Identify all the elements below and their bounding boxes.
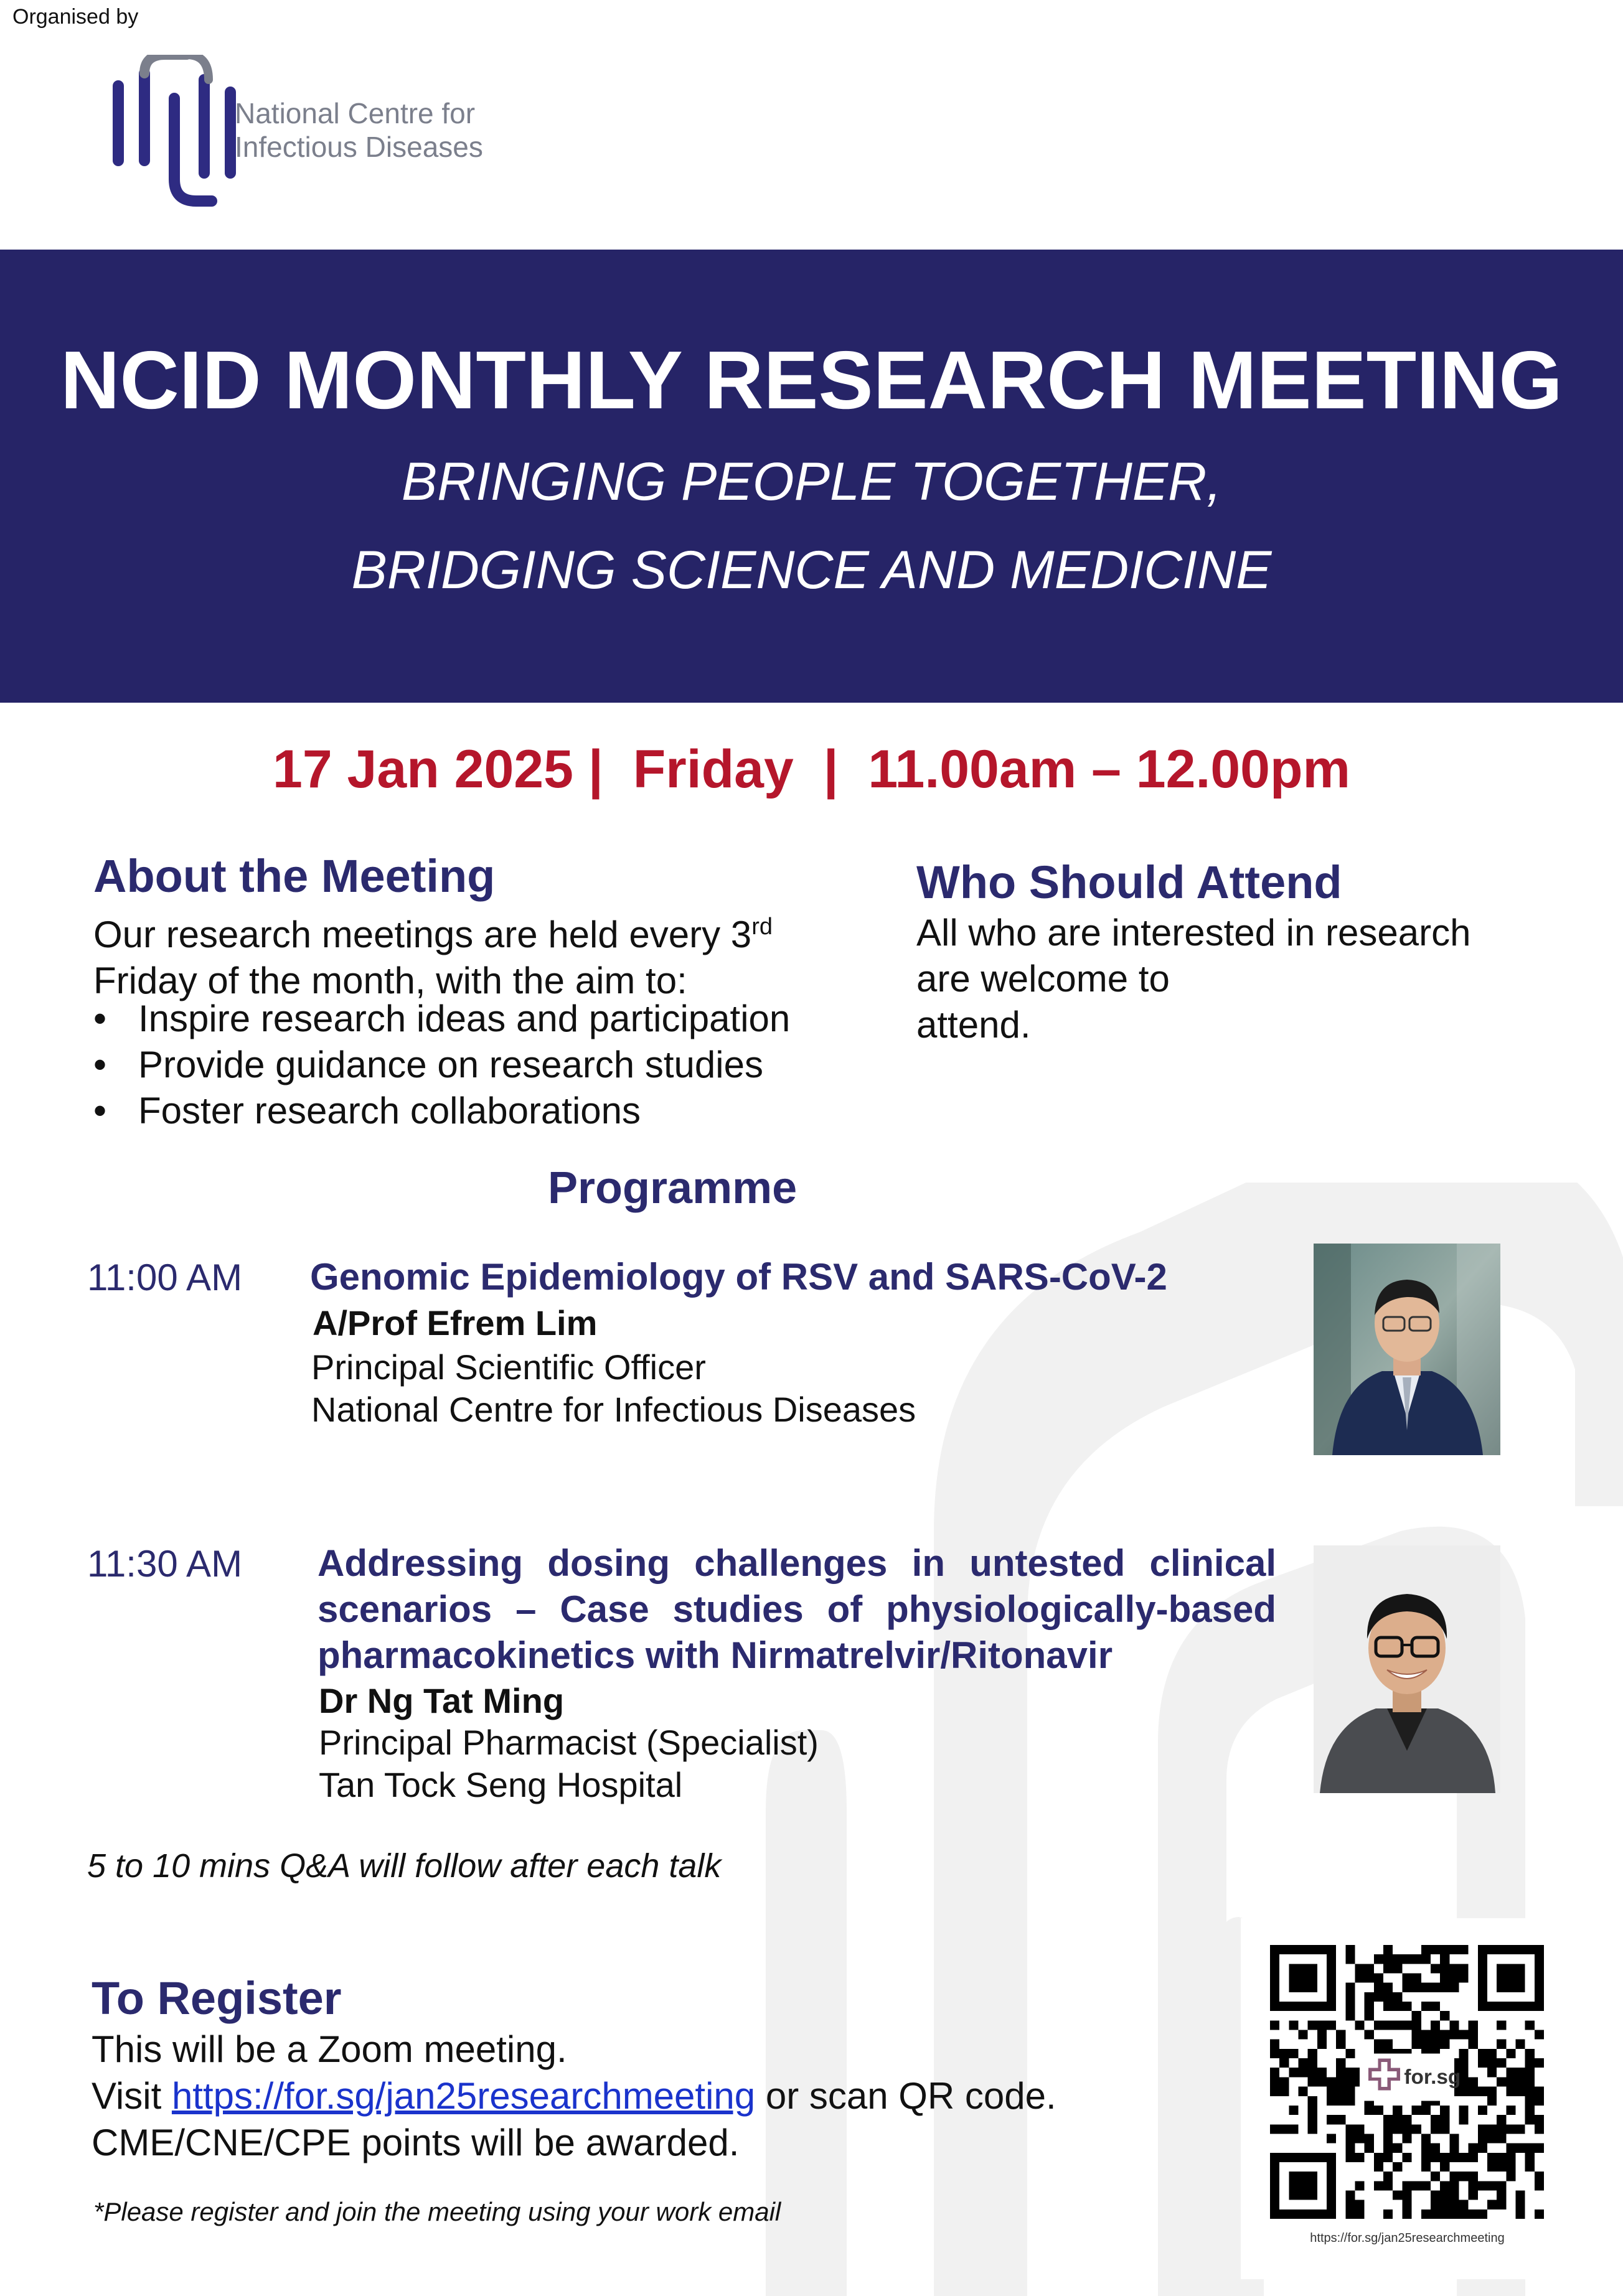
organised-by-label: Organised by — [12, 5, 139, 29]
qr-center-label: for.sg — [1404, 2066, 1461, 2089]
list-item: • Provide guidance on research studies — [93, 1042, 790, 1088]
qr-caption: https://for.sg/jan25researchmeeting — [1310, 2231, 1505, 2245]
banner-subtitle-line2: BRIDGING SCIENCE AND MEDICINE — [351, 540, 1272, 600]
separator: | — [573, 739, 633, 799]
talk-time: 11:00 AM — [87, 1257, 243, 1298]
event-day: Friday — [633, 739, 794, 799]
about-aims-list — [93, 996, 790, 1134]
about-intro — [93, 904, 853, 1004]
speaker-role — [319, 1722, 819, 1806]
banner-subtitle-line1: BRINGING PEOPLE TOGETHER, — [401, 452, 1222, 512]
register-line2 — [92, 2073, 1056, 2119]
speaker-organisation: Tan Tock Seng Hospital — [319, 1765, 683, 1804]
speaker-name: A/Prof Efrem Lim — [313, 1303, 598, 1342]
event-time: 11.00am – 12.00pm — [868, 739, 1351, 799]
register-scan-text: or scan QR code. — [755, 2075, 1056, 2117]
speaker-organisation: National Centre for Infectious Diseases — [311, 1390, 916, 1429]
talk-time: 11:30 AM — [87, 1543, 243, 1585]
register-details — [92, 2026, 1056, 2166]
speaker-name: Dr Ng Tat Ming — [319, 1681, 565, 1720]
speaker-photo-ng-tat-ming — [1314, 1545, 1500, 1793]
list-item: • Foster research collaborations — [93, 1088, 790, 1134]
ordinal-suffix: rd — [751, 914, 773, 940]
speaker-title: Principal Pharmacist (Specialist) — [319, 1723, 819, 1762]
logo-name-line2: Infectious Diseases — [235, 131, 483, 163]
who-should-attend-heading: Who Should Attend — [916, 856, 1342, 908]
who-line1: All who are interested in research — [916, 912, 1471, 954]
meeting-title: NCID MONTHLY RESEARCH MEETING — [60, 334, 1563, 426]
register-visit-text: Visit — [92, 2075, 172, 2117]
who-line2: are welcome to — [916, 958, 1170, 1000]
register-work-email-note: *Please register and join the meeting using your work email — [93, 2197, 781, 2226]
about-intro-text-2: Friday of the month, with the aim to: — [93, 960, 687, 1001]
event-date-time — [0, 739, 1623, 800]
qa-note: 5 to 10 mins Q&A will follow after each talk — [87, 1847, 722, 1885]
who-line3: attend. — [916, 1004, 1031, 1046]
who-should-attend-text — [916, 910, 1514, 1048]
registration-link[interactable]: https://for.sg/jan25researchmeeting — [171, 2075, 756, 2117]
programme-heading: Programme — [548, 1163, 797, 1213]
talk-title: Genomic Epidemiology of RSV and SARS-CoV-2 — [310, 1256, 1167, 1298]
logo-name-line1: National Centre for — [235, 97, 476, 129]
speaker-photo-efrem-lim — [1314, 1244, 1500, 1455]
registration-qr-code[interactable] — [1270, 1945, 1544, 2219]
about-heading: About the Meeting — [93, 850, 496, 902]
about-intro-text: Our research meetings are held every 3 — [93, 914, 752, 955]
speaker-title: Principal Scientific Officer — [311, 1347, 706, 1387]
ncid-logo-text — [235, 96, 483, 164]
list-item: • Inspire research ideas and participation — [93, 996, 790, 1042]
register-line1: This will be a Zoom meeting. — [92, 2028, 567, 2070]
talk-title: Addressing dosing challenges in untested clinical scenarios – Case studies of physiologically-based pharmacokinetics with Nirmatrelvir/Ritonavir — [318, 1542, 1276, 1676]
register-line3: CME/CNE/CPE points will be awarded. — [92, 2122, 740, 2163]
separator: | — [793, 739, 868, 799]
register-heading: To Register — [92, 1972, 342, 2024]
event-date: 17 Jan 2025 — [272, 739, 573, 799]
speaker-role — [311, 1346, 916, 1431]
